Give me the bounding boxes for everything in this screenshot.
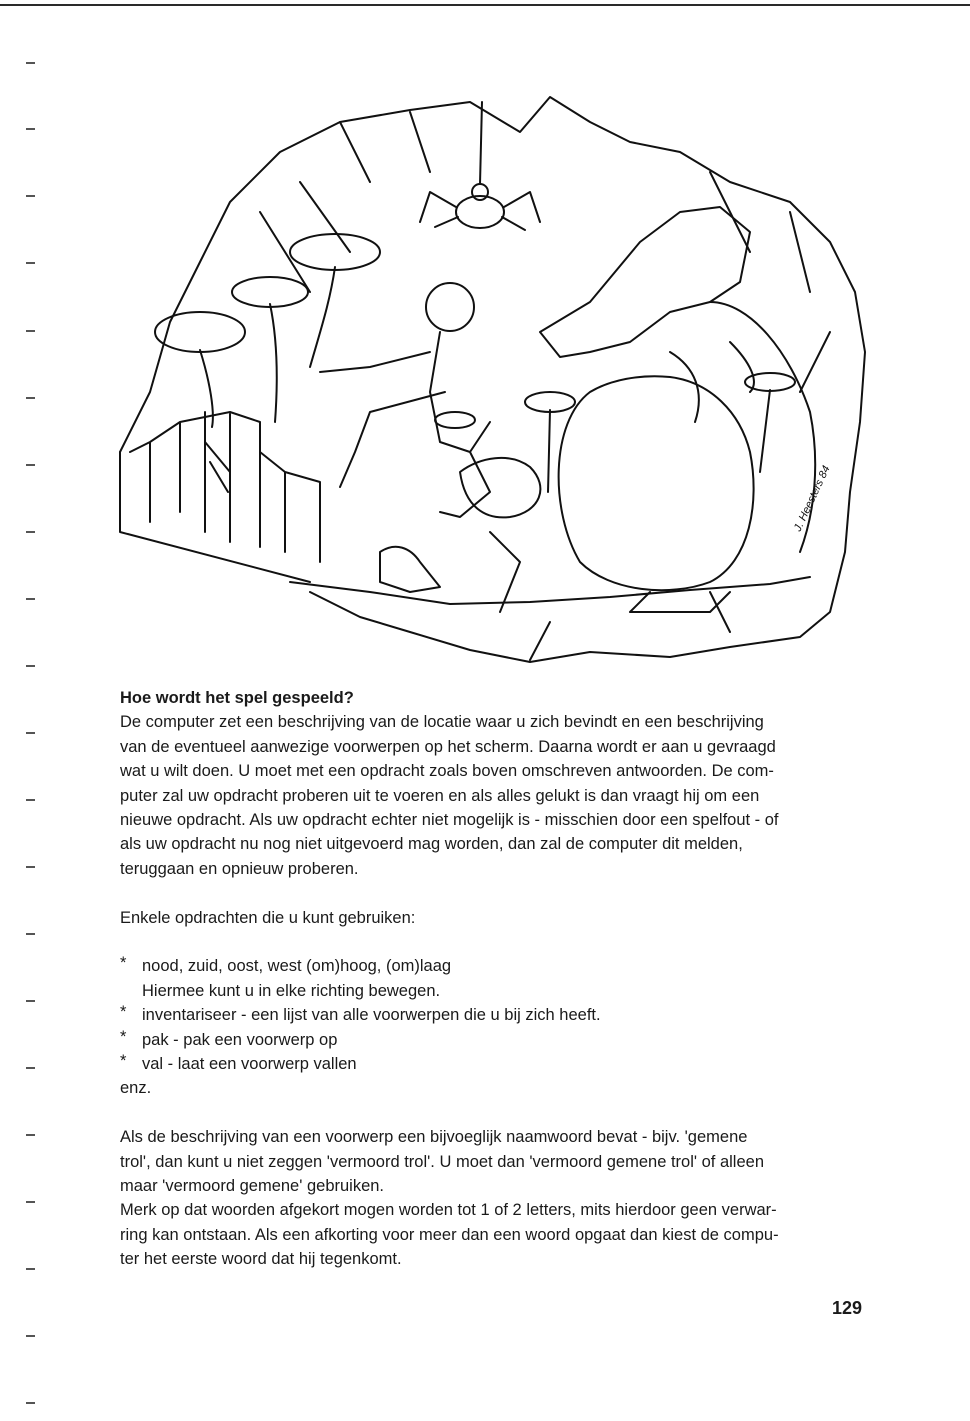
text-line: nieuwe opdracht. Als uw opdracht echter niet mogelijk is - misschien door een spelfout - of bbox=[120, 811, 779, 830]
text-line: als uw opdracht nu nog niet uitgevoerd mag worden, dan zal de computer dit melden, bbox=[120, 835, 743, 854]
mushroom-cap-top bbox=[290, 234, 380, 270]
list-item: Hiermee kunt u in elke richting bewegen. bbox=[142, 981, 441, 1000]
text-line: van de eventueel aanwezige voorwerpen op het scherm. Daarna wordt er aan u gevraagd bbox=[120, 737, 776, 756]
rock-columns bbox=[120, 412, 310, 582]
text-line: teruggaan en opnieuw proberen. bbox=[120, 859, 359, 878]
list-item: * val - laat een voorwerp vallen bbox=[120, 1052, 357, 1074]
goblin bbox=[460, 458, 540, 612]
text-line: puter zal uw opdracht proberen uit te voeren en als alles gelukt is dan vraagt hij om een bbox=[120, 786, 760, 805]
list-item: * pak - pak een voorwerp op bbox=[120, 1027, 338, 1049]
text-line: trol', dan kunt u niet zeggen 'vermoord trol'. U moet dan 'vermoord gemene trol' of alleen bbox=[120, 1152, 765, 1171]
cave-scene-illustration bbox=[110, 92, 870, 672]
commands-list bbox=[120, 954, 862, 1076]
page-number: 129 bbox=[831, 1298, 862, 1318]
cave-floor bbox=[290, 577, 810, 604]
text-line: De computer zet een beschrijving van de locatie waar u zich bevindt en een beschrijving bbox=[120, 713, 764, 732]
adventurer-head bbox=[426, 283, 474, 331]
text-line: ring kan ontstaan. Als een afkorting voor meer dan een woord opgaat dan kiest de compu- bbox=[120, 1225, 779, 1244]
small-creature bbox=[380, 547, 440, 592]
intro-paragraph bbox=[120, 710, 862, 881]
mushroom-cap-left bbox=[155, 312, 245, 352]
commands-intro: Enkele opdrachten die u kunt gebruiken: bbox=[120, 908, 416, 927]
top-rule bbox=[0, 4, 970, 6]
dragon-head bbox=[540, 207, 750, 357]
dragon-body bbox=[559, 376, 754, 590]
mushroom-cap-mid bbox=[232, 277, 308, 307]
text-line: ter het eerste woord dat hij tegenkomt. bbox=[120, 1250, 402, 1269]
text-line: maar 'vermoord gemene' gebruiken. bbox=[120, 1177, 385, 1196]
list-item: * inventariseer - een lijst van alle voorwerpen die u bij zich heeft. bbox=[120, 1003, 601, 1025]
margin-ticks bbox=[26, 0, 38, 1421]
commands-end: enz. bbox=[120, 1079, 152, 1098]
abbreviation-paragraph bbox=[120, 1198, 862, 1271]
text-line: Merk op dat woorden afgekort mogen worden tot 1 of 2 letters, mits hierdoor geen verwar- bbox=[120, 1201, 777, 1220]
text-line: wat u wilt doen. U moet met een opdracht zoals boven omschreven antwoorden. De com- bbox=[120, 762, 774, 781]
list-item: * nood, zuid, oost, west (om)hoog, (om)laag bbox=[120, 954, 452, 976]
text-line: Als de beschrijving van een voorwerp een bijvoeglijk naamwoord bevat - bijv. 'gemene bbox=[120, 1128, 748, 1147]
adjective-paragraph bbox=[120, 1125, 862, 1198]
section-heading: Hoe wordt het spel gespeeld? bbox=[120, 689, 354, 707]
body-text bbox=[120, 686, 862, 1272]
artist-signature: J. Heesters 84 bbox=[791, 463, 833, 534]
